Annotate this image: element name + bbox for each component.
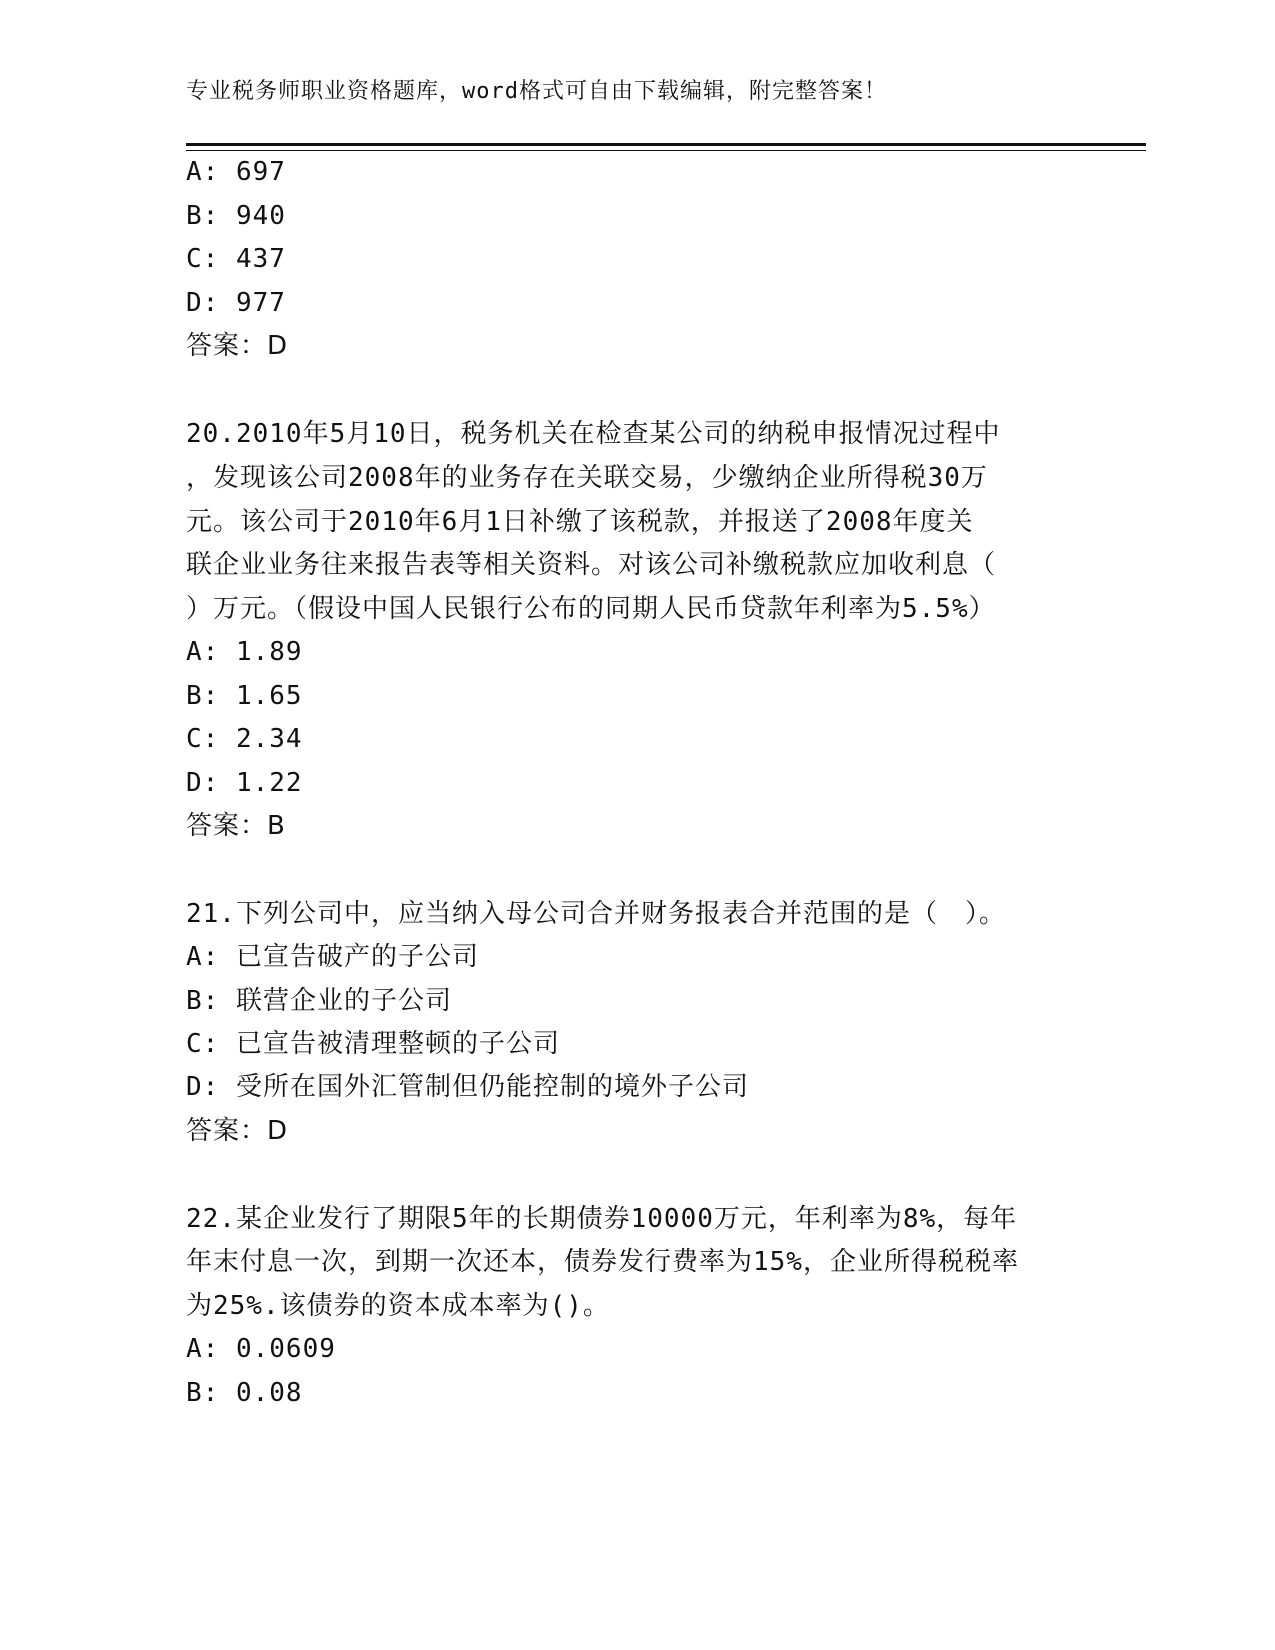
q20-stem-line-2: ，发现该公司2008年的业务存在关联交易，少缴纳企业所得税30万 <box>186 463 988 493</box>
q20-option-a: A: 1.89 <box>186 637 303 667</box>
q20-stem-line-3: 元。该公司于2010年6月1日补缴了该税款，并报送了2008年度关 <box>186 507 974 537</box>
q19-option-b: B: 940 <box>186 201 286 231</box>
page-header: 专业税务师职业资格题库，word格式可自由下载编辑，附完整答案！ <box>186 79 887 104</box>
q19-answer: 答案：D <box>186 331 289 361</box>
q22-stem-line-3: 为25%.该债券的资本成本率为()。 <box>186 1291 610 1321</box>
q22-stem-line-1: 22.某企业发行了期限5年的长期债券10000万元，年利率为8%，每年 <box>186 1204 1018 1234</box>
q20-answer: 答案：B <box>186 811 286 841</box>
q20-stem-line-5: ）万元。（假设中国人民银行公布的同期人民币贷款年利率为5.5%） <box>186 594 996 624</box>
q19-option-c: C: 437 <box>186 244 286 274</box>
q22-option-a: A: 0.0609 <box>186 1334 336 1364</box>
q20-option-c: C: 2.34 <box>186 724 303 754</box>
q21-answer: 答案：D <box>186 1116 289 1146</box>
q21-option-d: D: 受所在国外汇管制但仍能控制的境外子公司 <box>186 1072 749 1102</box>
header-divider-thin <box>186 150 1146 151</box>
q21-stem-line-1: 21.下列公司中，应当纳入母公司合并财务报表合并范围的是（ ）。 <box>186 899 1006 929</box>
q20-stem-line-4: 联企业业务往来报告表等相关资料。对该公司补缴税款应加收利息（ <box>186 550 997 580</box>
q22-option-b: B: 0.08 <box>186 1378 303 1408</box>
q20-option-d: D: 1.22 <box>186 768 303 798</box>
q20-stem-line-1: 20.2010年5月10日，税务机关在检查某公司的纳税申报情况过程中 <box>186 419 1001 449</box>
q20-option-b: B: 1.65 <box>186 681 303 711</box>
q21-option-c: C: 已宣告被清理整顿的子公司 <box>186 1029 560 1059</box>
q21-option-a: A: 已宣告破产的子公司 <box>186 942 479 972</box>
q19-option-a: A: 697 <box>186 157 286 187</box>
q22-stem-line-2: 年末付息一次，到期一次还本，债券发行费率为15%，企业所得税税率 <box>186 1247 1019 1277</box>
q19-option-d: D: 977 <box>186 288 286 318</box>
header-divider-thick <box>186 143 1146 146</box>
q21-option-b: B: 联营企业的子公司 <box>186 986 452 1016</box>
